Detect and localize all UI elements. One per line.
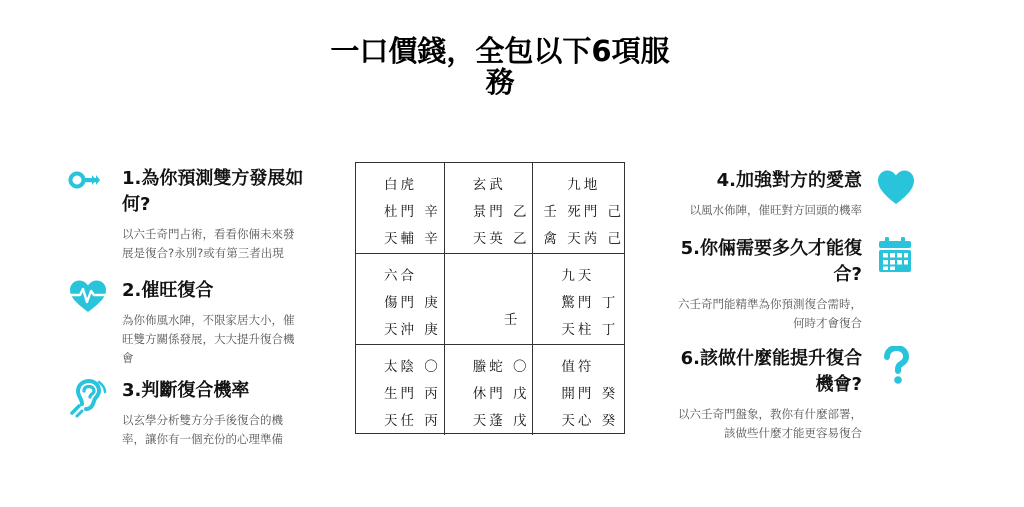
feature-2-desc-line-2: 旺雙方關係發展，大大提升復合機 (122, 332, 295, 346)
page-title-line-2: 務 (485, 65, 515, 99)
feature-1-desc (122, 225, 322, 263)
page-title (300, 36, 700, 98)
grid-cell-1-line-2: 杜門 辛 (384, 204, 441, 220)
grid-cell-6 (533, 254, 624, 345)
grid-cell-7-line-3: 天任 丙 (384, 413, 441, 429)
feature-5 (660, 236, 916, 336)
feature-5-text (652, 236, 862, 333)
feature-5-title-line-1: 5.你倆需要多久才能復 (680, 238, 862, 259)
grid-cell-3-line-2: 壬 死門 己 (543, 204, 624, 220)
grid-cell-1-line-1: 白虎 (384, 177, 417, 193)
feature-3-desc-line-1: 以玄學分析雙方分手後復合的機 (122, 413, 283, 427)
feature-1-desc-line-2: 展是復合?永別?或有第三者出現 (122, 246, 284, 260)
feature-6-text (652, 346, 862, 443)
feature-6-desc-line-2: 該做些什麼才能更容易復合 (724, 426, 862, 440)
grid-cell-5 (445, 254, 534, 345)
feature-1-title-line-2: 何? (122, 194, 151, 215)
feature-6-title-line-2: 機會? (815, 374, 862, 395)
key-icon (68, 166, 108, 206)
assistive-listening-icon (68, 378, 108, 418)
feature-2 (68, 278, 318, 368)
grid-cell-6-line-3: 天柱 丁 (561, 322, 619, 338)
grid-cell-9-line-3: 天心 癸 (561, 413, 619, 429)
qimen-chart-grid (355, 162, 625, 434)
grid-cell-9-line-2: 開門 癸 (561, 386, 619, 402)
feature-4 (660, 168, 916, 228)
feature-3-desc (122, 411, 322, 449)
feature-1-title-line-1: 1.為你預測雙方發展如 (122, 168, 304, 189)
grid-cell-6-line-2: 驚門 丁 (561, 295, 619, 311)
feature-5-desc (652, 295, 862, 333)
heartbeat-icon (68, 278, 108, 318)
feature-6-title-line-1: 6.該做什麼能提升復合 (680, 348, 862, 369)
feature-3 (68, 378, 318, 458)
feature-1-desc-line-1: 以六壬奇門占術，看看你倆未來發 (122, 227, 295, 241)
grid-cell-8-line-2: 休門 戊 (472, 386, 530, 402)
feature-3-desc-line-2: 率，讓你有一個充份的心理準備 (122, 432, 283, 446)
feature-4-desc-line-1: 以風水佈陣，催旺對方回頭的機率 (689, 203, 862, 217)
grid-cell-7-line-2: 生門 丙 (384, 386, 441, 402)
feature-2-text (122, 278, 322, 368)
grid-cell-3-line-3: 禽 天芮 己 (543, 231, 624, 247)
question-icon (876, 346, 916, 386)
grid-cell-8 (445, 345, 534, 435)
feature-1-title (122, 166, 322, 218)
feature-4-title (652, 168, 862, 194)
grid-cell-4 (356, 254, 445, 345)
feature-5-desc-line-2: 何時才會復合 (793, 316, 862, 330)
feature-2-desc (122, 311, 322, 368)
feature-5-desc-line-1: 六壬奇門能精準為你預測復合需時， (678, 297, 862, 311)
feature-4-text (652, 168, 862, 220)
feature-2-desc-line-1: 為你佈風水陣，不限家居大小，催 (122, 313, 295, 327)
heart-icon (876, 168, 916, 208)
feature-4-title-line-1: 4.加強對方的愛意 (716, 170, 862, 191)
feature-2-desc-line-3: 會 (122, 351, 134, 365)
grid-cell-8-line-1: 螣蛇 〇 (472, 359, 530, 375)
grid-cell-4-line-2: 傷門 庚 (384, 295, 441, 311)
feature-3-title-line-1: 3.判斷復合機率 (122, 380, 250, 401)
page-title-line-1: 一口價錢，全包以下6項服 (330, 34, 670, 68)
feature-1-text (122, 166, 322, 263)
grid-cell-1-line-3: 天輔 辛 (384, 231, 441, 247)
feature-5-title (652, 236, 862, 288)
grid-cell-5-corner: 壬 (503, 312, 518, 328)
calendar-icon (876, 236, 916, 276)
grid-cell-9-line-1: 值符 (561, 359, 595, 375)
feature-2-title (122, 278, 322, 304)
grid-cell-3 (533, 163, 624, 254)
grid-cell-1 (356, 163, 445, 254)
feature-6-title (652, 346, 862, 398)
feature-6-desc (652, 405, 862, 443)
feature-4-desc (652, 201, 862, 220)
grid-cell-7-line-1: 太陰 〇 (384, 359, 441, 375)
feature-5-title-line-2: 合? (833, 264, 862, 285)
feature-2-title-line-1: 2.催旺復合 (122, 280, 214, 301)
grid-cell-2-line-1: 玄武 (472, 177, 506, 193)
grid-cell-6-line-1: 九天 (561, 268, 595, 284)
feature-6-desc-line-1: 以六壬奇門盤象，教你有什麼部署， (678, 407, 862, 421)
grid-cell-9 (533, 345, 624, 435)
grid-cell-4-line-3: 天沖 庚 (384, 322, 441, 338)
feature-6 (660, 346, 916, 456)
grid-cell-3-line-1: 九地 (567, 177, 601, 193)
grid-cell-2 (445, 163, 534, 254)
feature-3-title (122, 378, 322, 404)
grid-cell-4-line-1: 六合 (384, 268, 417, 284)
feature-1 (68, 166, 318, 266)
grid-cell-2-line-2: 景門 乙 (472, 204, 530, 220)
grid-cell-2-line-3: 天英 乙 (472, 231, 530, 247)
grid-cell-8-line-3: 天蓬 戊 (472, 413, 530, 429)
feature-3-text (122, 378, 322, 449)
grid-cell-7 (356, 345, 445, 435)
